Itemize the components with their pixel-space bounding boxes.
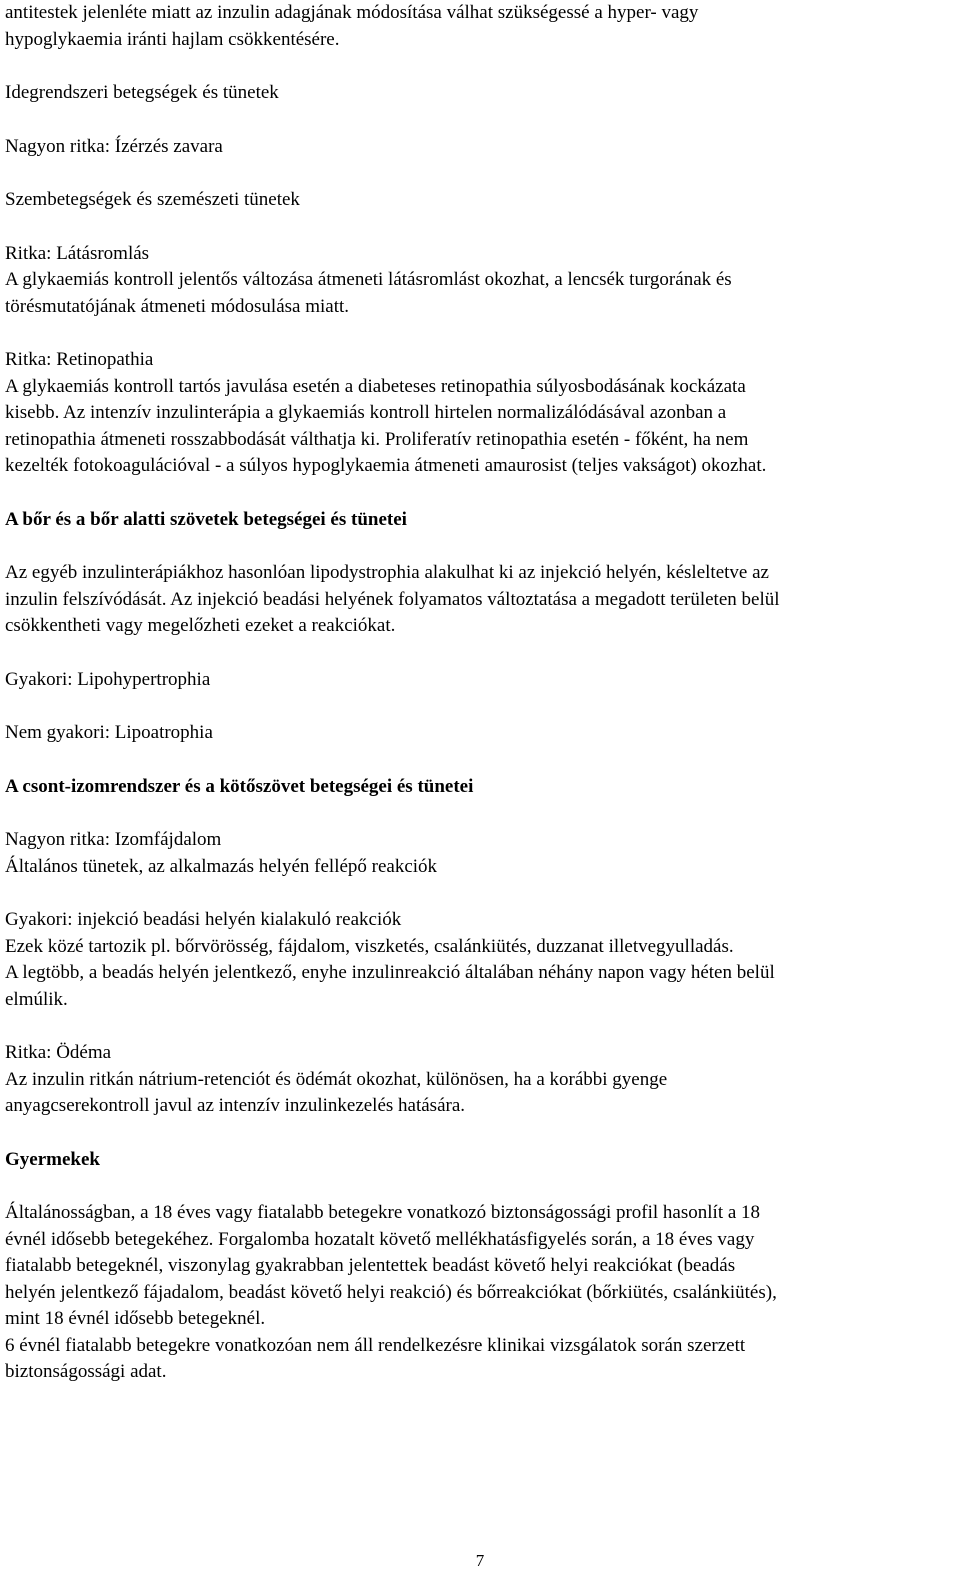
text-line: mint 18 évnél idősebb betegeknél. [5, 1308, 266, 1329]
text-line: biztonságossági adat. [5, 1361, 167, 1382]
text-line: anyagcserekontroll javul az intenzív inzulinkezelés hatására. [5, 1095, 466, 1116]
text-line: Az egyéb inzulinterápiákhoz hasonlóan lipodystrophia alakulhat ki az injekció helyén, késleltetve az [5, 562, 769, 583]
text-line: Ezek közé tartozik pl. bőrvörösség, fájdalom, viszketés, csalánkiütés, duzzanat illetvegyulladás. [5, 935, 734, 957]
section-heading-nervous: Idegrendszeri betegségek és tünetek [5, 82, 279, 103]
skin-common-line: Gyakori: Lipohypertrophia [5, 668, 211, 690]
text-line: helyén jelentkező fájadalom, beadást követő helyi reakció) és bőrreakciókat (bőrkiütés, csalánkiütés), [5, 1281, 777, 1303]
text-line: inzulin felszívódását. Az injekció beadási helyének folyamatos változtatása a megadott területen belül [5, 588, 780, 610]
text-line: csökkentheti vagy megelőzheti ezeket a reakciókat. [5, 615, 396, 636]
section-heading-children: Gyermekek [5, 1148, 100, 1170]
text-line: Az inzulin ritkán nátrium-retenciót és ödémát okozhat, különösen, ha a korábbi gyenge [5, 1068, 668, 1090]
vision-label: Ritka: Látásromlás [5, 242, 150, 264]
edema-label: Ritka: Ödéma [5, 1042, 112, 1063]
text-line: évnél idősebb betegekéhez. Forgalomba hozatalt követő mellékhatásfigyelés során, a 18 éves vagy [5, 1228, 755, 1250]
nervous-frequency-line: Nagyon ritka: Ízérzés zavara [5, 135, 223, 157]
page-number: 7 [475, 1551, 485, 1570]
section-heading-musculoskeletal: A csont-izomrendszer és a kötőszövet betegségei és tünetei [5, 775, 474, 797]
text-line: Általánosságban, a 18 éves vagy fiatalabb betegekre vonatkozó biztonságossági profil hasonlít a 18 [5, 1202, 761, 1223]
retinopathy-label: Ritka: Retinopathia [5, 349, 154, 370]
text-line: Gyakori: injekció beadási helyén kialakuló reakciók [5, 909, 402, 930]
text-line: fiatalabb betegeknél, viszonylag gyakrabban jelentettek beadást követő helyi reakciókat (beadás [5, 1255, 736, 1276]
text-line: kisebb. Az intenzív inzulinterápia a glykaemiás kontroll hirtelen normalizálódásával azonban a [5, 402, 727, 423]
skin-uncommon-line: Nem gyakori: Lipoatrophia [5, 722, 213, 743]
text-line: A legtöbb, a beadás helyén jelentkező, enyhe inzulinreakció általában néhány napon vagy héten belül [5, 962, 775, 983]
intro-paragraph [5, 0, 955, 53]
section-heading-eye: Szembetegségek és szemészeti tünetek [5, 189, 300, 210]
section-heading-skin: A bőr és a bőr alatti szövetek betegségei és tünetei [5, 508, 407, 530]
text-line: elmúlik. [5, 988, 68, 1010]
text-line: hypoglykaemia iránti hajlam csökkentésére. [5, 28, 340, 50]
general-disorders-heading: Általános tünetek, az alkalmazás helyén fellépő reakciók [5, 855, 438, 877]
text-line: 6 évnél fiatalabb betegekre vonatkozóan nem áll rendelkezésre klinikai vizsgálatok során szerzett [5, 1334, 746, 1356]
text-line: A glykaemiás kontroll tartós javulása esetén a diabeteses retinopathia súlyosbodásának kockázata [5, 375, 746, 397]
text-line: antitestek jelenléte miatt az inzulin adagjának módosítása válhat szükségessé a hyper- vagy [5, 2, 699, 23]
text-line: A glykaemiás kontroll jelentős változása átmeneti látásromlást okozhat, a lencsék turgorának és [5, 269, 732, 290]
page-content [5, 0, 955, 1386]
text-line: kezelték fotokoagulációval - a súlyos hypoglykaemia átmeneti amaurosist (teljes vakságot) okozhat. [5, 455, 767, 476]
musculo-frequency-line: Nagyon ritka: Izomfájdalom [5, 829, 222, 850]
text-line: törésmutatójának átmeneti módosulása miatt. [5, 295, 350, 317]
text-line: retinopathia átmeneti rosszabbodását válthatja ki. Proliferatív retinopathia esetén - főként, ha nem [5, 428, 749, 450]
